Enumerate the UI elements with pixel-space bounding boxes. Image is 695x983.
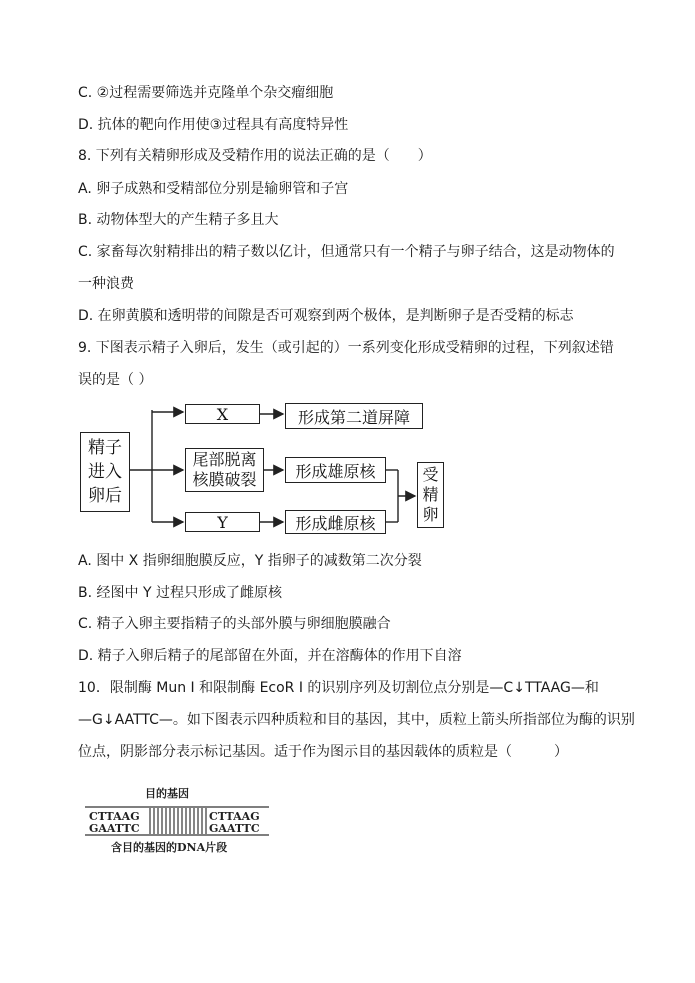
right-top-sequence: CTTAAG bbox=[209, 810, 260, 823]
q9-flow-diagram bbox=[80, 400, 452, 532]
q9-stem-line2: 误的是（ ） bbox=[78, 372, 153, 388]
end-line-3: 卵 bbox=[422, 505, 439, 524]
mid-line-1: 尾部脱离 bbox=[192, 450, 257, 469]
q9-option-a: A. 图中 X 指卵细胞膜反应，Y 指卵子的减数第二次分裂 bbox=[78, 553, 422, 569]
q10-stem-line2: —G↓AATTC—。如下图表示四种质粒和目的基因，其中，质粒上箭头所指部位为酶的识别 bbox=[78, 712, 635, 728]
q9-stem-line1: 9. 下图表示精子入卵后，发生（或引起的）一系列变化形成受精卵的过程，下列叙述错 bbox=[78, 340, 614, 356]
mid-line-2: 核膜破裂 bbox=[192, 470, 257, 489]
male-pronucleus-box bbox=[285, 457, 386, 483]
start-line-1: 精子 bbox=[88, 438, 122, 458]
target-gene-dna-figure bbox=[85, 788, 269, 854]
y-process-box bbox=[185, 512, 260, 532]
x-label: X bbox=[216, 404, 229, 424]
female-pronucleus-box bbox=[285, 510, 386, 534]
x-process-box bbox=[185, 404, 260, 424]
end-line-2: 精 bbox=[422, 485, 439, 504]
q8-option-c-line1: C. 家畜每次射精排出的精子数以亿计，但通常只有一个精子与卵子结合，这是动物体的 bbox=[78, 244, 615, 260]
dna-fragment-caption: 含目的基因的DNA片段 bbox=[111, 841, 228, 854]
sperm-enter-egg-box bbox=[80, 432, 130, 512]
q8-stem: 8. 下列有关精卵形成及受精作用的说法正确的是（ ） bbox=[78, 148, 432, 164]
q7-option-c: C. ②过程需要筛选并克隆单个杂交瘤细胞 bbox=[78, 85, 334, 101]
left-bottom-sequence: GAATTC bbox=[89, 822, 140, 835]
q9-option-b: B. 经图中 Y 过程只形成了雌原核 bbox=[78, 585, 282, 601]
q7-option-d: D. 抗体的靶向作用使③过程具有高度特异性 bbox=[78, 117, 349, 133]
start-line-2: 进入 bbox=[88, 462, 122, 482]
target-gene-label: 目的基因 bbox=[145, 787, 189, 800]
zygote-box bbox=[417, 462, 444, 528]
second-barrier-box bbox=[285, 403, 423, 429]
out-bot-label: 形成雌原核 bbox=[295, 513, 376, 533]
q8-option-b: B. 动物体型大的产生精子多且大 bbox=[78, 212, 279, 228]
q10-stem-line1: 10．限制酶 Mun I 和限制酶 EcoR I 的识别序列及切割位点分别是—C↓TTAAG—和 bbox=[78, 680, 599, 696]
q9-option-d: D. 精子入卵后精子的尾部留在外面，并在溶酶体的作用下自溶 bbox=[78, 648, 462, 664]
y-label: Y bbox=[217, 512, 228, 532]
start-line-3: 卵后 bbox=[88, 486, 122, 506]
left-top-sequence: CTTAAG bbox=[89, 810, 140, 823]
q9-option-c: C. 精子入卵主要指精子的头部外膜与卵细胞膜融合 bbox=[78, 616, 391, 632]
q8-option-a: A. 卵子成熟和受精部位分别是输卵管和子宫 bbox=[78, 181, 349, 197]
end-line-1: 受 bbox=[422, 465, 439, 484]
q8-option-c-line2: 一种浪费 bbox=[78, 276, 134, 292]
out-mid-label: 形成雄原核 bbox=[295, 461, 376, 481]
out-top-label: 形成第二道屏障 bbox=[297, 407, 410, 427]
tail-detach-box bbox=[185, 448, 264, 492]
q8-option-d: D. 在卵黄膜和透明带的间隙是否可观察到两个极体，是判断卵子是否受精的标志 bbox=[78, 308, 574, 324]
right-bottom-sequence: GAATTC bbox=[209, 822, 260, 835]
q10-stem-line3: 位点，阴影部分表示标记基因。适于作为图示目的基因载体的质粒是（ ） bbox=[78, 744, 568, 760]
